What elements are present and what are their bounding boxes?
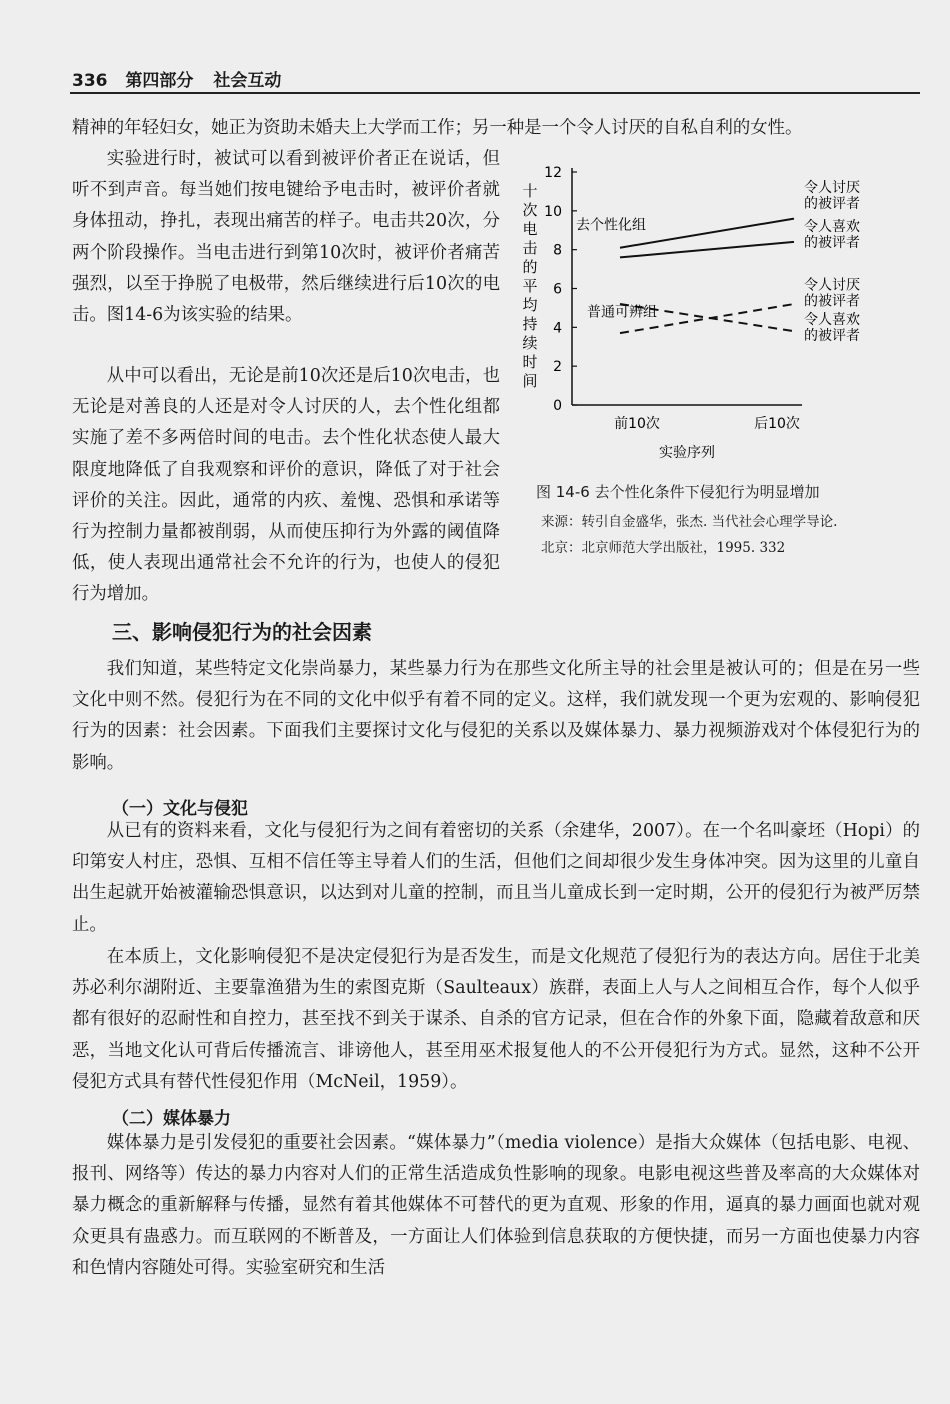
x-axis-label: 实验序列 xyxy=(659,445,715,461)
y-axis-label-char: 续 xyxy=(522,334,538,352)
y-axis-label-char: 次 xyxy=(522,201,538,219)
header-rule xyxy=(70,92,920,94)
series-end-label: 的被评者 xyxy=(804,328,860,345)
part-label: 第四部分 xyxy=(125,71,194,91)
subheading-media: （二）媒体暴力 xyxy=(112,1109,231,1129)
y-tick-label: 4 xyxy=(553,320,562,337)
y-axis-label-char: 平 xyxy=(522,277,538,295)
y-axis-label-char: 击 xyxy=(522,239,538,257)
paragraph-5: 在本质上，文化影响侵犯不是决定侵犯行为是否发生，而是文化规范了侵犯行为的表达方向。居住于北美苏必利尔湖附近、主要靠渔猎为生的索图克斯（Saulteaux）族群，表面上人与人之间相互合作，每个人似乎都有很好的忍耐性和自控力，甚至找不到关于谋杀、自杀的官方记录，但在合作的外象下面，隐藏着敌意和厌恶，当地文化认可背后传播流言、诽谤他人，甚至用巫术报复他人的不公开侵犯行为方式。显然，这种不公开侵犯方式具有替代性侵犯作用（McNeil，1959）。 xyxy=(72,947,920,1092)
series-end-label: 的被评者 xyxy=(804,196,860,213)
y-axis-label-char: 持 xyxy=(522,315,538,333)
figure-source-1: 来源：转引自金盛华，张杰. 当代社会心理学导论. xyxy=(541,514,838,530)
x-tick-label: 后10次 xyxy=(754,416,800,432)
series-end-label: 的被评者 xyxy=(804,235,860,252)
series-end-label: 令人讨厌 xyxy=(804,277,860,294)
y-tick-label: 2 xyxy=(553,359,562,376)
y-axis-label-char: 间 xyxy=(522,372,538,390)
series-end-label: 令人讨厌 xyxy=(804,180,860,197)
section-label: 社会互动 xyxy=(213,71,282,91)
y-axis-label-char: 的 xyxy=(522,258,538,276)
y-axis-label-char: 均 xyxy=(522,296,538,314)
line-chart xyxy=(512,160,920,470)
y-tick-label: 12 xyxy=(544,165,562,181)
y-tick-label: 8 xyxy=(553,242,562,259)
subheading-culture: （一）文化与侵犯 xyxy=(112,799,248,819)
x-tick-label: 前10次 xyxy=(614,416,660,432)
y-axis-label-char: 时 xyxy=(522,353,538,371)
y-tick-label: 10 xyxy=(544,203,562,220)
y-tick-label: 6 xyxy=(553,281,562,298)
section-heading: 三、影响侵犯行为的社会因素 xyxy=(112,620,372,644)
y-axis-label-char: 电 xyxy=(522,220,538,238)
y-tick-label: 0 xyxy=(553,398,562,414)
series-end-label: 的被评者 xyxy=(804,293,860,310)
figure-source-2: 北京：北京师范大学出版社，1995. 332 xyxy=(541,540,786,556)
paragraph-2: 从中可以看出，无论是前10次还是后10次电击，也无论是对善良的人还是对令人讨厌的人，去个性化组都实施了差不多两倍时间的电击。去个性化状态使人最大限度地降低了自我观察和评价的意识，降低了对于社会评价的关注。因此，通常的内疚、羞愧、恐惧和承诺等行为控制力量都被削弱，从而使压抑行为外露的阈值降低，使人表现出通常社会不允许的行为，也使人的侵犯行为增加。 xyxy=(72,366,500,605)
running-header xyxy=(72,66,281,91)
group-label-deindividuated: 去个性化组 xyxy=(576,217,646,234)
paragraph-6: 媒体暴力是引发侵犯的重要社会因素。“媒体暴力”（media violence）是指大众媒体（包括电影、电视、报刊、网络等）传达的暴力内容对人们的正常生活造成负性影响的现象。电影电视这些普及率高的大众媒体对暴力概念的重新解释与传播，显然有着其他媒体不可替代的更为直观、形象的作用，逼真的暴力画面也就对观众更具有蛊惑力。而互联网的不断普及，一方面让人们体验到信息获取的方便快捷，而另一方面也使暴力内容和色情内容随处可得。实验室研究和生活 xyxy=(72,1133,920,1278)
y-axis-label-char: 十 xyxy=(522,182,538,200)
paragraph-3: 我们知道，某些特定文化崇尚暴力，某些暴力行为在那些文化所主导的社会里是被认可的；但是在另一些文化中则不然。侵犯行为在不同的文化中似乎有着不同的定义。这样，我们就发现一个更为宏观的、影响侵犯行为的因素：社会因素。下面我们主要探讨文化与侵犯的关系以及媒体暴力、暴力视频游戏对个体侵犯行为的影响。 xyxy=(72,659,920,773)
paragraph-1: 实验进行时，被试可以看到被评价者正在说话，但听不到声音。每当她们按电键给予电击时，被评价者就身体扭动，挣扎，表现出痛苦的样子。电击共20次，分两个阶段操作。当电击进行到第10次时，被评价者痛苦强烈，以至于挣脱了电极带，然后继续进行后10次的电击。图14-6为该实验的结果。 xyxy=(72,149,500,326)
page-number: 336 xyxy=(72,71,108,91)
paragraph-4: 从已有的资料来看，文化与侵犯行为之间有着密切的关系（余建华，2007）。在一个名叫豪坯（Hopi）的印第安人村庄，恐惧、互相不信任等主导着人们的生活，但他们之间却很少发生身体冲突。因为这里的儿童自出生起就开始被灌输恐惧意识，以达到对儿童的控制，而且当儿童成长到一定时期，公开的侵犯行为被严厉禁止。 xyxy=(72,821,920,935)
paragraph-0: 精神的年轻妇女，她正为资助未婚夫上大学而工作；另一种是一个令人讨厌的自私自利的女性。 xyxy=(72,118,803,138)
series-end-label: 令人喜欢 xyxy=(804,219,860,236)
group-label-identifiable: 普通可辨组 xyxy=(587,304,657,321)
series-end-label: 令人喜欢 xyxy=(804,312,860,329)
figure-caption: 图 14-6 去个性化条件下侵犯行为明显增加 xyxy=(536,483,820,501)
